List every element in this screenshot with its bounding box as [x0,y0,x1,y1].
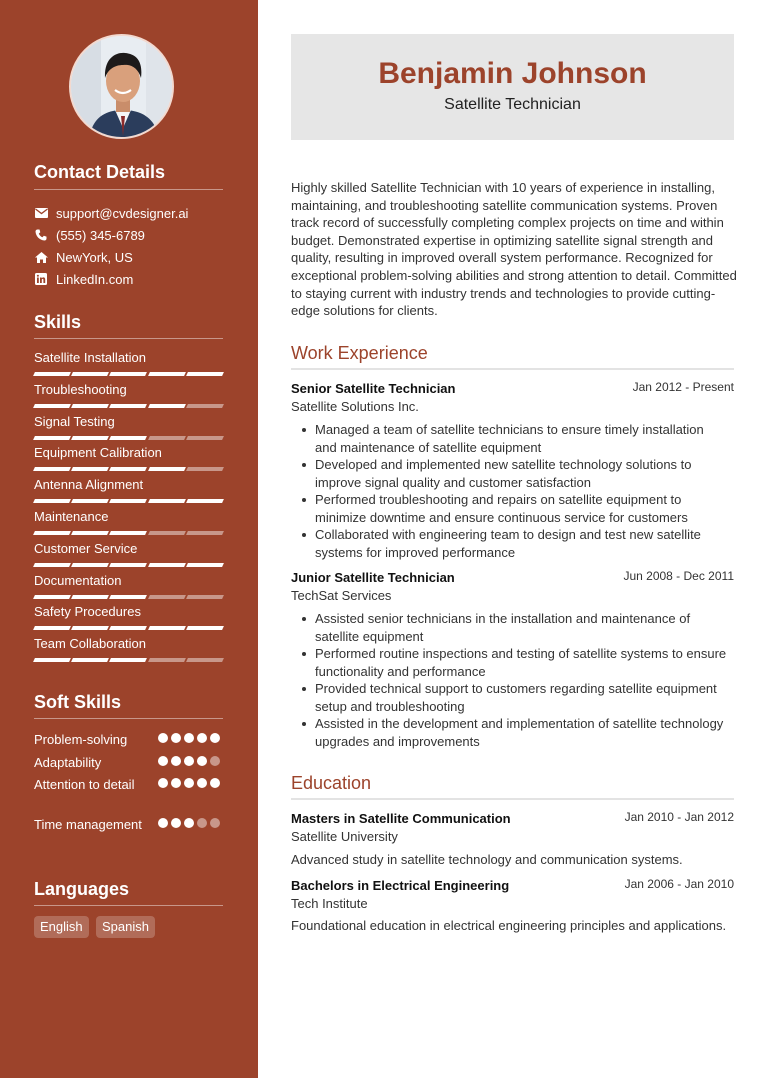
degree-description: Advanced study in satellite technology and communication systems. [291,852,683,867]
rating-dot [184,756,194,766]
rating-dot [184,778,194,788]
skill-level-segment [186,626,224,630]
skill-level-bar [34,595,223,600]
work-experience-title: Work Experience [291,343,428,363]
school-name: Satellite University [291,829,398,844]
skill-name: Equipment Calibration [34,445,162,461]
skill-level-segment [109,404,147,408]
skill-level-segment [109,595,147,599]
contact-email[interactable] [34,203,188,223]
soft-skill-rating [158,756,220,766]
skill-level-bar [34,531,223,536]
degree-date: Jan 2010 - Jan 2012 [624,810,734,824]
rating-dot [184,733,194,743]
skill-name: Signal Testing [34,413,115,429]
rating-dot [210,818,220,828]
skill-level-segment [186,531,224,535]
soft-skill-name: Adaptability [34,755,102,770]
degree-date: Jan 2006 - Jan 2010 [624,877,734,891]
list-item: Performed routine inspections and testing of satellite systems to ensure functionality and performance [297,645,727,680]
languages-title: Languages [34,879,130,899]
skill-level-segment [148,499,186,503]
skill-level-segment [109,499,147,503]
skill-level-segment [109,467,147,471]
list-item: Developed and implemented new satellite technology solutions to improve signal quality and customer satisfaction [297,456,727,491]
skill-level-segment [148,595,186,599]
skill-level-segment [33,595,71,599]
skill-level-segment [33,404,71,408]
skill-level-segment [71,563,109,567]
list-item: Managed a team of satellite technicians to ensure timely installation and maintenance of satellite equipment [297,421,727,456]
rating-dot [171,756,181,766]
rating-dot [158,778,168,788]
soft-skill-name: Problem-solving [34,732,128,747]
skill-level-segment [109,626,147,630]
skill-level-segment [71,626,109,630]
job-company: TechSat Services [291,588,392,603]
sidebar [0,0,258,1078]
skill-level-segment [148,436,186,440]
soft-skill-rating [158,733,220,743]
skill-level-bar [34,372,223,377]
skill-level-segment [109,658,147,662]
soft-skills-title: Soft Skills [34,692,122,712]
envelope-icon [34,206,48,220]
contact-location-text: NewYork, US [56,249,133,265]
rating-dot [197,778,207,788]
skill-level-segment [148,467,186,471]
rating-dot [197,818,207,828]
skill-level-segment [148,626,186,630]
skill-level-segment [186,563,224,567]
list-item: Performed troubleshooting and repairs on satellite equipment to minimize downtime and ensure continuous service for customers [297,491,727,526]
list-item: Assisted in the development and implementation of satellite technology upgrades and improvements [297,715,727,750]
avatar [69,34,174,139]
skill-level-bar [34,626,223,631]
contact-email-text: support@cvdesigner.ai [56,205,189,221]
skill-name: Customer Service [34,540,138,556]
list-item: Collaborated with engineering team to design and test new satellite systems for improved performance [297,526,727,561]
rating-dot [158,756,168,766]
skill-level-segment [71,595,109,599]
profile-summary: Highly skilled Satellite Technician with 10 years of experience in installing, maintaining, and troubleshooting satellite communication systems. Proven track record of successfully completing complex projects on time and within budget. Demonstrated expertise in optimizing satellite signal strength and quality, resulting in improved overall system performance. Recognized for exceptional problem-solving abilities and strong attention to detail. Committed to staying current with industry trends and technologies to provide cutting-edge solutions for clients. [291,180,737,319]
skill-level-segment [186,658,224,662]
rating-dot [184,818,194,828]
languages-divider [34,905,223,906]
rating-dot [197,756,207,766]
candidate-name: Benjamin Johnson [378,57,647,90]
job-date: Jan 2012 - Present [632,380,734,394]
rating-dot [210,733,220,743]
skill-level-segment [109,436,147,440]
skills-divider [34,338,223,339]
job-bullets [297,610,727,750]
skill-level-segment [33,563,71,567]
skill-level-bar [34,404,223,409]
skills-title: Skills [34,312,82,332]
home-icon [34,250,48,264]
skill-level-segment [186,467,224,471]
degree-title: Bachelors in Electrical Engineering [291,878,510,893]
contact-linkedin-text: LinkedIn.com [56,271,134,287]
soft-skill-name: Attention to detail [34,777,135,792]
rating-dot [210,756,220,766]
candidate-role: Satellite Technician [444,96,581,113]
school-name: Tech Institute [291,896,368,911]
job-bullets [297,421,727,561]
language-pill: English [34,916,89,938]
skill-level-segment [71,467,109,471]
rating-dot [158,733,168,743]
avatar-portrait-icon [71,36,174,139]
education-title: Education [291,773,372,793]
skill-level-segment [33,436,71,440]
contact-title: Contact Details [34,162,166,182]
linkedin-icon [34,272,48,286]
work-experience-divider [291,368,734,370]
soft-skill-rating [158,818,220,828]
skill-level-segment [71,658,109,662]
rating-dot [210,778,220,788]
contact-phone-text: (555) 345-6789 [56,227,145,243]
rating-dot [171,818,181,828]
skill-level-segment [71,531,109,535]
skill-name: Team Collaboration [34,636,147,652]
skill-level-bar [34,658,223,663]
job-company: Satellite Solutions Inc. [291,399,419,414]
degree-description: Foundational education in electrical engineering principles and applications. [291,918,727,933]
skill-level-segment [33,467,71,471]
skill-level-segment [33,372,71,376]
skill-name: Maintenance [34,509,109,524]
skill-level-segment [186,595,224,599]
skill-level-segment [33,626,71,630]
job-title: Senior Satellite Technician [291,381,456,396]
skill-level-segment [186,499,224,503]
rating-dot [158,818,168,828]
rating-dot [171,733,181,743]
rating-dot [171,778,181,788]
skill-level-segment [148,372,186,376]
job-title: Junior Satellite Technician [291,570,455,585]
skill-name: Troubleshooting [34,381,127,397]
skill-level-segment [109,531,147,535]
rating-dot [197,733,207,743]
contact-linkedin[interactable] [34,269,133,289]
job-date: Jun 2008 - Dec 2011 [623,569,734,583]
skill-level-segment [109,372,147,376]
skill-level-segment [186,404,224,408]
skill-level-segment [33,658,71,662]
soft-skill-rating [158,778,220,788]
contact-phone[interactable] [34,225,145,245]
skill-level-bar [34,563,223,568]
skill-level-segment [71,372,109,376]
skill-level-segment [148,658,186,662]
skill-name: Antenna Alignment [34,477,144,493]
skill-level-segment [71,404,109,408]
soft-skill-name: Time management [34,817,142,832]
skill-level-segment [33,499,71,503]
skill-name: Safety Procedures [34,604,141,620]
language-pill: Spanish [96,916,155,938]
skill-level-segment [109,563,147,567]
skill-level-bar [34,436,223,441]
skill-level-segment [148,404,186,408]
list-item: Assisted senior technicians in the installation and maintenance of satellite equipment [297,610,727,645]
skill-level-segment [33,531,71,535]
phone-icon [34,228,48,242]
soft-skills-divider [34,718,223,719]
contact-divider [34,189,223,190]
skill-level-segment [186,372,224,376]
list-item: Provided technical support to customers regarding satellite equipment setup and troubleshooting [297,680,727,715]
contact-location [34,247,133,267]
skill-level-segment [71,499,109,503]
skill-level-bar [34,467,223,472]
skill-level-segment [148,563,186,567]
skill-name: Documentation [34,572,122,588]
skill-level-segment [148,531,186,535]
skill-level-segment [71,436,109,440]
degree-title: Masters in Satellite Communication [291,811,511,826]
name-header [291,34,734,140]
education-divider [291,798,734,800]
skill-level-segment [186,436,224,440]
skill-name: Satellite Installation [34,350,147,365]
skill-level-bar [34,499,223,504]
